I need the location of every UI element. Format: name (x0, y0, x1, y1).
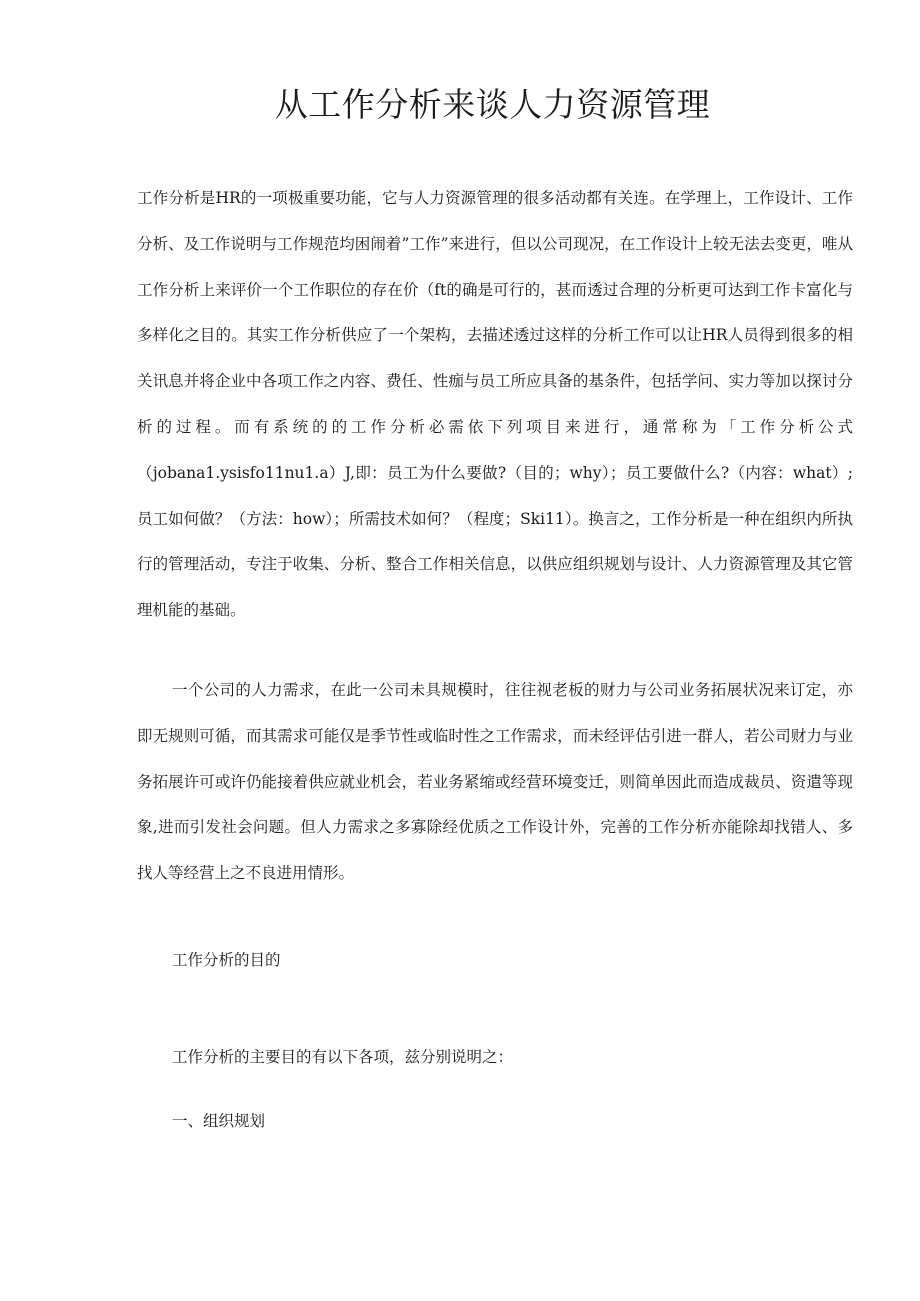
paragraph-job-analysis-overview: 工作分析是HR的一项极重要功能，它与人力资源管理的很多活动都有关连。在学理上，工作设计、工作分析、及工作说明与工作规范均困闹着”工作”来进行，但以公司现况，在工作设计上较无法去变更，唯从工作分析上来评价一个工作职位的存在价（ft的确是可行的，甚而透过合理的分析更可达到工作卡富化与多样化之目的。其实工作分析供应了一个架构，去描述透过这样的分析工作可以让HR人员得到很多的相关讯息并将企业中各项工作之内容、费任、性痂与员工所应具备的基条件，包括学问、实力等加以探讨分析的过程。而有系统的的工作分析必需依下列项目来进行，通常称为「工作分析公式（jobana1.ysisfo11nu1.a）J,即：员工为什么要做?（目的；why）；员工要做什么?（内容：what）;员工如何做？（方法：how）；所需技术如何？（程度；Ski11）。换言之，工作分析是一种在组织内所执行的管理活动，专注于收集、分析、整合工作相关信息，以供应组织规划与设计、人力资源管理及其它管理机能的基础。 (137, 189, 853, 620)
document-title: 从工作分析来谈人力资源管理 (274, 85, 711, 124)
section-intro: 工作分析的主要目的有以下各项，兹分别说明之： (172, 1048, 514, 1066)
paragraph-manpower-demand: 一个公司的人力需求，在此一公司未具规模时，往往视老板的财力与公司业务拓展状况来订定，亦即无规则可循，而其需求可能仅是季节性或临时性之工作需求，而未经评估引进一群人，若公司财力与业务拓展许可或许仍能接着供应就业机会，若业务紧缩或经营环境变迁，则简单因此而造成裁员、资遣等现象,进而引发社会问题。但人力需求之多寡除经优质之工作设计外，完善的工作分析亦能除却找错人、多找人等经营上之不良进用情形。 (137, 681, 853, 883)
list-item: 一、组织规划 (172, 1112, 266, 1130)
section-heading: 工作分析的目的 (172, 951, 281, 969)
